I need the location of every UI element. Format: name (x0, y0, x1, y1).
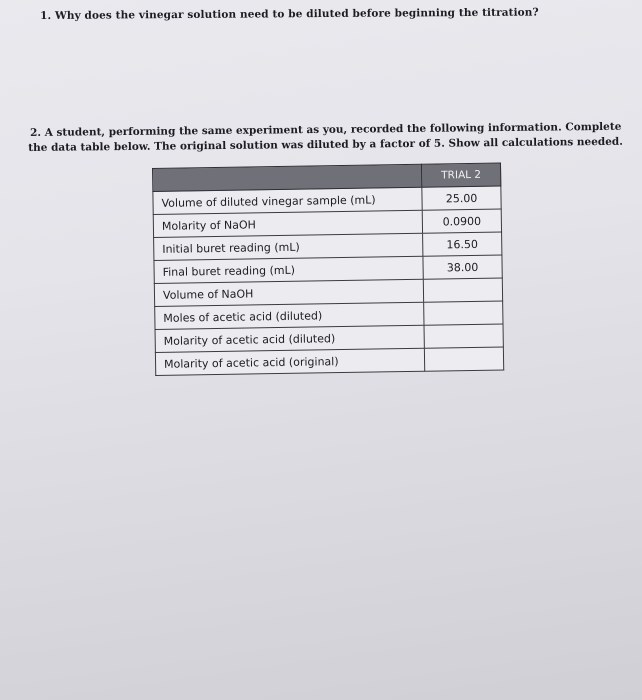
question-2-line-1: 2. A student, performing the same experiment as you, recorded the following information. Complete (30, 120, 622, 139)
header-trial-2: TRIAL 2 (421, 163, 500, 187)
question-1: 1. Why does the vinegar solution need to be diluted before beginning the titration? (40, 6, 539, 22)
row-value[interactable] (423, 278, 502, 302)
row-label: Molarity of NaOH (153, 210, 422, 237)
row-label: Molarity of acetic acid (diluted) (155, 325, 424, 352)
row-label: Volume of diluted vinegar sample (mL) (153, 187, 422, 214)
row-value[interactable] (424, 324, 503, 348)
question-2 (28, 120, 628, 156)
row-label: Molarity of acetic acid (original) (155, 348, 424, 375)
row-label: Final buret reading (mL) (154, 256, 423, 283)
data-table (152, 163, 504, 376)
row-value[interactable] (424, 301, 503, 325)
data-table-container (152, 163, 504, 376)
row-value[interactable]: 25.00 (422, 186, 501, 210)
table-row (155, 347, 503, 375)
row-label: Volume of NaOH (154, 279, 423, 306)
row-label: Moles of acetic acid (diluted) (155, 302, 424, 329)
row-value[interactable]: 38.00 (423, 255, 502, 279)
question-2-line-2: the data table below. The original solution was diluted by a factor of 5. Show all calculations needed. (28, 135, 623, 154)
row-label: Initial buret reading (mL) (154, 233, 423, 260)
row-value[interactable]: 16.50 (423, 232, 502, 256)
row-value[interactable] (424, 347, 503, 371)
row-value[interactable]: 0.0900 (422, 209, 501, 233)
